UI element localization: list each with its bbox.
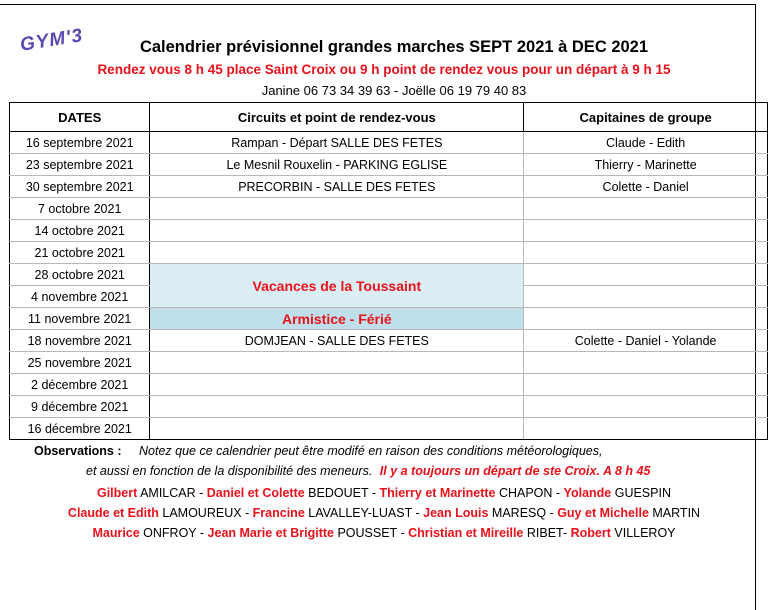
captains-cell (524, 198, 768, 220)
captains-cell: Thierry - Marinette (524, 154, 768, 176)
table-row (10, 308, 768, 330)
member-first-name: Guy et Michelle (557, 506, 649, 520)
captains-cell (524, 396, 768, 418)
header-dates: DATES (10, 103, 150, 132)
captains-cell: Colette - Daniel (524, 176, 768, 198)
page-title: Calendrier prévisionnel grandes marches SEPT 2021 à DEC 2021 (139, 38, 649, 56)
member-surname: GUESPIN (611, 486, 671, 500)
captains-cell (524, 418, 768, 440)
date-cell: 16 septembre 2021 (10, 132, 150, 154)
member-first-name: Jean Louis (423, 506, 489, 520)
captains-cell (524, 286, 768, 308)
meeting-info: Rendez vous 8 h 45 place Saint Croix ou 9 h point de rendez vous pour un départ à 9 h 15 (97, 62, 671, 77)
observations-label: Observations : (34, 444, 122, 458)
member-first-name: Maurice (92, 526, 140, 540)
table-row (10, 132, 768, 154)
member-surname: MARTIN (648, 506, 701, 520)
member-first-name: Claude et Edith (67, 506, 159, 520)
captains-cell (524, 352, 768, 374)
members-line-3 (0, 526, 768, 540)
circuit-cell (150, 374, 524, 396)
circuit-cell (150, 418, 524, 440)
member-first-name: Gilbert (96, 486, 138, 500)
member-surname: ONFROY - (139, 526, 208, 540)
date-cell: 18 novembre 2021 (10, 330, 150, 352)
member-first-name: Jean Marie et Brigitte (207, 526, 334, 540)
members-line-1 (0, 486, 768, 500)
captains-cell (524, 220, 768, 242)
circuit-cell (150, 396, 524, 418)
table-row (10, 374, 768, 396)
table-row (10, 220, 768, 242)
table-row (10, 418, 768, 440)
armistice-cell: Armistice - Férié (150, 308, 524, 330)
table-row (10, 264, 768, 286)
member-surname: VILLEROY (610, 526, 676, 540)
schedule-table (9, 102, 768, 440)
members-line-2 (0, 506, 768, 520)
date-cell: 16 décembre 2021 (10, 418, 150, 440)
observations-departure: Il y a toujours un départ de ste Croix. A 8 h 45 (379, 464, 651, 478)
circuit-cell: PRECORBIN - SALLE DES FETES (150, 176, 524, 198)
date-cell: 4 novembre 2021 (10, 286, 150, 308)
date-cell: 14 octobre 2021 (10, 220, 150, 242)
circuit-cell (150, 198, 524, 220)
contact-phones: Janine 06 73 34 39 63 - Joëlle 06 19 79 40 83 (261, 83, 527, 98)
member-surname: RIBET- (523, 526, 571, 540)
vacances-cell: Vacances de la Toussaint (150, 264, 524, 308)
captains-cell (524, 374, 768, 396)
captains-cell (524, 264, 768, 286)
member-first-name: Yolande (563, 486, 612, 500)
table-row (10, 330, 768, 352)
circuit-cell (150, 220, 524, 242)
gym3-logo: GYM'3 (18, 25, 85, 56)
circuit-cell (150, 352, 524, 374)
top-border (0, 4, 756, 5)
table-header-row (10, 103, 768, 132)
circuit-cell: Rampan - Départ SALLE DES FETES (150, 132, 524, 154)
table-row (10, 176, 768, 198)
captains-cell (524, 242, 768, 264)
date-cell: 30 septembre 2021 (10, 176, 150, 198)
member-first-name: Robert (570, 526, 611, 540)
date-cell: 21 octobre 2021 (10, 242, 150, 264)
date-cell: 25 novembre 2021 (10, 352, 150, 374)
member-surname: LAVALLEY-LUAST - (304, 506, 424, 520)
table-row (10, 352, 768, 374)
date-cell: 11 novembre 2021 (10, 308, 150, 330)
date-cell: 28 octobre 2021 (10, 264, 150, 286)
circuit-cell (150, 242, 524, 264)
header-captains: Capitaines de groupe (524, 103, 768, 132)
member-first-name: Daniel et Colette (206, 486, 305, 500)
member-first-name: Christian et Mireille (408, 526, 524, 540)
member-first-name: Francine (252, 506, 305, 520)
table-row (10, 198, 768, 220)
member-surname: POUSSET - (333, 526, 409, 540)
member-surname: BEDOUET - (304, 486, 380, 500)
captains-cell: Claude - Edith (524, 132, 768, 154)
date-cell: 2 décembre 2021 (10, 374, 150, 396)
member-first-name: Thierry et Marinette (379, 486, 496, 500)
observations-line2: et aussi en fonction de la disponibilité des meneurs. (86, 464, 373, 478)
member-surname: MARESQ - (488, 506, 558, 520)
circuit-cell: DOMJEAN - SALLE DES FETES (150, 330, 524, 352)
observations-line1: Notez que ce calendrier peut être modifé en raison des conditions météorologiques, (139, 444, 603, 458)
date-cell: 9 décembre 2021 (10, 396, 150, 418)
member-surname: LAMOUREUX - (158, 506, 253, 520)
header-circuits: Circuits et point de rendez-vous (150, 103, 524, 132)
table-row (10, 242, 768, 264)
date-cell: 23 septembre 2021 (10, 154, 150, 176)
table-row (10, 396, 768, 418)
circuit-cell: Le Mesnil Rouxelin - PARKING EGLISE (150, 154, 524, 176)
table-row (10, 154, 768, 176)
date-cell: 7 octobre 2021 (10, 198, 150, 220)
member-surname: CHAPON - (495, 486, 564, 500)
captains-cell (524, 308, 768, 330)
member-surname: AMILCAR - (137, 486, 207, 500)
captains-cell: Colette - Daniel - Yolande (524, 330, 768, 352)
